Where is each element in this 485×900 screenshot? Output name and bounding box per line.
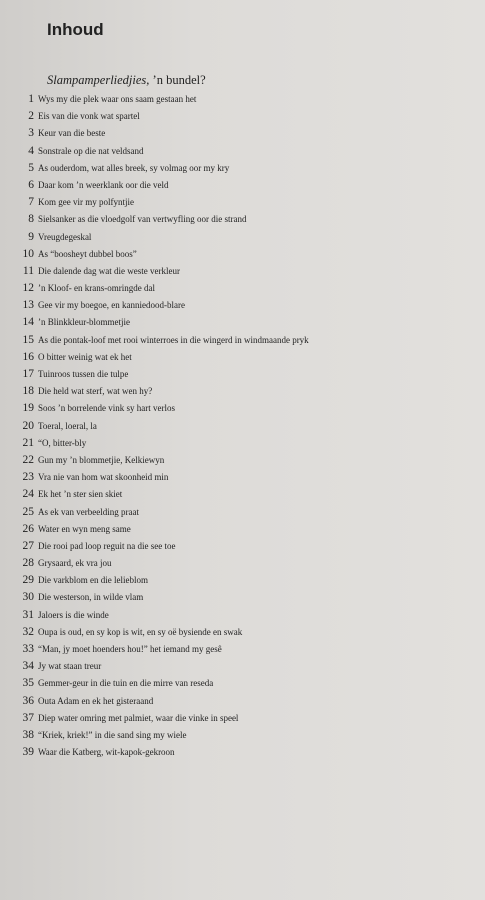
toc-entry (0, 674, 485, 691)
toc-entry-title: As ouderdom, wat alles breek, sy volmag oor my kry (38, 162, 230, 173)
toc-entry-number: 18 (22, 385, 34, 398)
toc-entry (0, 382, 485, 399)
toc-entry-number: 24 (22, 488, 34, 501)
toc-entry-title: Die dalende dag wat die weste verkleur (38, 265, 180, 276)
toc-entry-title: Vreugdegeskal (38, 231, 92, 242)
toc-entry-number: 15 (22, 333, 34, 346)
collection-subtitle (47, 73, 206, 88)
toc-entry-number: 8 (28, 213, 34, 226)
toc-entry (0, 279, 485, 296)
toc-entry-number: 3 (28, 127, 34, 140)
toc-entry (0, 468, 485, 485)
toc-entry-number: 1 (28, 93, 34, 105)
toc-entry-title: As “boosheyt dubbel boos” (38, 248, 137, 259)
toc-entry-number: 22 (22, 453, 34, 466)
toc-entry-number: 38 (22, 728, 34, 741)
toc-entry (0, 90, 485, 107)
toc-entry-number: 25 (22, 505, 34, 518)
toc-entry (0, 623, 485, 640)
toc-entry-number: 6 (28, 178, 34, 191)
toc-entry (0, 176, 485, 193)
toc-entry-title: “Kriek, kriek!” in die sand sing my wiele (38, 729, 187, 740)
toc-entry (0, 503, 485, 520)
toc-entry-number: 5 (28, 161, 34, 174)
toc-entry-number: 35 (22, 677, 34, 690)
toc-entry (0, 348, 485, 365)
toc-entry (0, 640, 485, 657)
toc-entry-title: Waar die Katberg, wit-kapok-gekroon (38, 747, 175, 758)
toc-entry (0, 451, 485, 468)
toc-entry-number: 2 (28, 110, 34, 123)
toc-entry-title: Grysaard, ek vra jou (38, 558, 112, 569)
toc-entry (0, 193, 485, 210)
toc-entry (0, 142, 485, 159)
toc-entry-title: As die pontak-loof met rooi winterroes in die wingerd in windmaande pryk (38, 334, 309, 345)
toc-entry-number: 33 (22, 643, 34, 655)
toc-entry-number: 13 (22, 299, 34, 312)
toc-entry (0, 296, 485, 313)
toc-entry (0, 520, 485, 537)
toc-entry-number: 4 (28, 144, 34, 157)
toc-entry-title: Jy wat staan treur (38, 661, 102, 672)
toc-entry-number: 29 (22, 574, 34, 587)
toc-entry-number: 31 (22, 608, 34, 621)
toc-entry-title: “O, bitter-bly (38, 437, 87, 448)
toc-entry-title: As ek van verbeelding praat (38, 506, 139, 517)
toc-entry-number: 32 (22, 625, 34, 638)
toc-entry (0, 726, 485, 743)
toc-entry-title: O bitter weinig wat ek het (38, 351, 132, 362)
toc-entry-title: Daar kom ’n weerklank oor die veld (38, 179, 169, 190)
toc-entry-number: 9 (28, 230, 34, 243)
toc-entry-number: 39 (22, 746, 34, 759)
toc-entry-title: Keur van die beste (38, 128, 106, 139)
toc-entry-number: 12 (22, 282, 34, 295)
toc-entry-title: Gemmer-geur in die tuin en die mirre van reseda (38, 678, 214, 689)
toc-entry-number: 37 (22, 711, 34, 724)
toc-entry (0, 434, 485, 451)
toc-entry-title: Die varkblom en die lelieblom (38, 575, 148, 586)
toc-entry-number: 10 (22, 247, 34, 260)
toc-entry-title: Outa Adam en ek het gisteraand (38, 695, 154, 706)
toc-entry-number: 7 (28, 196, 34, 209)
table-of-contents (0, 90, 485, 760)
toc-entry-title: Die westerson, in wilde vlam (38, 592, 144, 603)
toc-entry-number: 36 (22, 694, 34, 707)
toc-entry (0, 124, 485, 141)
toc-entry-number: 17 (22, 368, 34, 380)
toc-entry (0, 709, 485, 726)
toc-entry-number: 27 (22, 539, 34, 552)
toc-entry-number: 21 (22, 436, 34, 449)
toc-entry (0, 331, 485, 348)
toc-entry (0, 554, 485, 571)
toc-entry-number: 26 (22, 522, 34, 535)
toc-entry (0, 692, 485, 709)
toc-entry-title: ’n Blinkkleur-blommetjie (38, 317, 131, 328)
collection-title-suffix: ’n bundel? (149, 73, 206, 87)
toc-entry-title: Ek het ’n ster sien skiet (38, 489, 123, 500)
toc-entry-number: 30 (22, 591, 34, 604)
toc-entry (0, 107, 485, 124)
toc-entry-number: 28 (22, 557, 34, 570)
toc-entry (0, 262, 485, 279)
toc-entry (0, 657, 485, 674)
toc-entry (0, 606, 485, 623)
toc-entry-title: Water en wyn meng same (38, 523, 131, 534)
toc-entry-title: Sonstrale op die nat veldsand (38, 145, 144, 156)
toc-entry-number: 20 (22, 419, 34, 432)
toc-entry-title: Tuinroos tussen die tulpe (38, 369, 129, 379)
toc-entry-title: Jaloers is die winde (38, 609, 109, 620)
collection-title: Slampamperliedjies, (47, 73, 150, 87)
toc-entry-number: 34 (22, 660, 34, 673)
toc-entry (0, 588, 485, 605)
page-heading: Inhoud (47, 20, 104, 39)
toc-entry-title: Die rooi pad loop reguit na die see toe (38, 540, 176, 551)
toc-entry-number: 14 (22, 316, 34, 329)
toc-entry-number: 11 (22, 264, 34, 277)
toc-entry (0, 399, 485, 416)
toc-entry-title: Soos ’n borrelende vink sy hart verlos (38, 403, 175, 414)
toc-entry (0, 743, 485, 760)
toc-entry-title: Gun my ’n blommetjie, Kelkiewyn (38, 454, 165, 465)
toc-entry (0, 537, 485, 554)
toc-entry-number: 23 (22, 471, 34, 484)
toc-entry (0, 313, 485, 330)
toc-entry-title: Wys my die plek waar ons saam gestaan het (38, 94, 197, 104)
toc-entry (0, 485, 485, 502)
toc-entry-title: Die held wat sterf, wat wen hy? (38, 386, 153, 397)
toc-entry (0, 210, 485, 227)
toc-entry-title: “Man, jy moet hoenders hou!” het iemand my gesê (38, 644, 222, 654)
toc-entry (0, 571, 485, 588)
toc-entry (0, 417, 485, 434)
toc-entry (0, 365, 485, 382)
toc-entry-title: ’n Kloof- en krans-omringde dal (38, 283, 155, 294)
toc-entry-number: 16 (22, 350, 34, 363)
toc-entry-title: Toeral, loeral, la (38, 420, 97, 431)
toc-entry-title: Diep water omring met palmiet, waar die vinke in speel (38, 712, 239, 723)
toc-entry-title: Eis van die vonk wat spartel (38, 111, 140, 122)
toc-entry-title: Vra nie van hom wat skoonheid min (38, 472, 169, 483)
toc-entry-title: Oupa is oud, en sy kop is wit, en sy oë bysiende en swak (38, 626, 243, 637)
toc-entry-title: Sielsanker as die vloedgolf van vertwyfling oor die strand (38, 214, 247, 225)
toc-entry (0, 228, 485, 245)
toc-entry-title: Gee vir my boegoe, en kanniedood-blare (38, 300, 185, 311)
toc-entry (0, 159, 485, 176)
toc-entry-number: 19 (22, 402, 34, 415)
toc-entry-title: Kom gee vir my polfyntjie (38, 197, 134, 208)
toc-entry (0, 245, 485, 262)
